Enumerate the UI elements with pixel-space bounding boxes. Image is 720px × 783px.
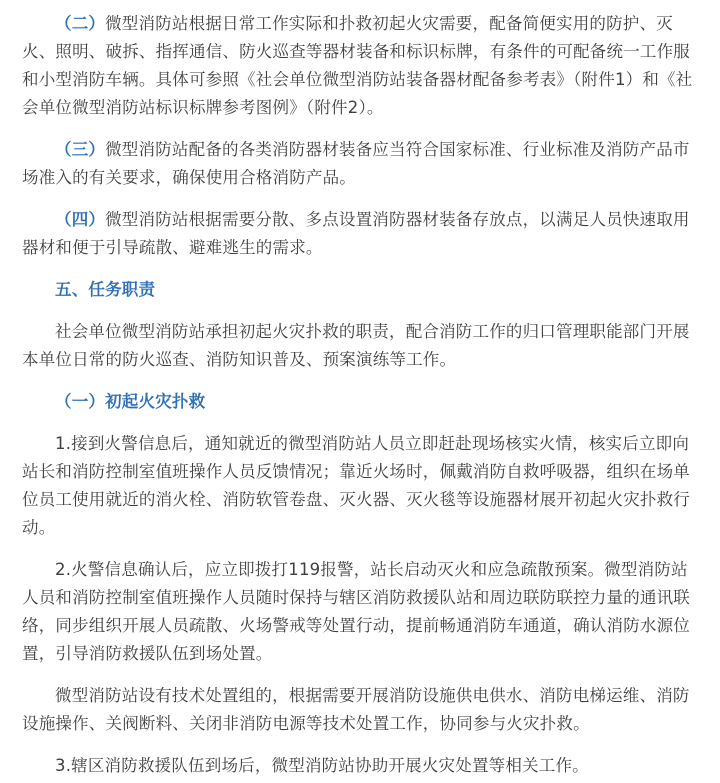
section-heading-duties: 五、任务职责 <box>55 280 156 299</box>
paragraph-lead-4: （四） <box>55 210 106 229</box>
paragraph-step-2 <box>22 556 698 668</box>
paragraph-text: 微型消防站配备的各类消防器材装备应当符合国家标准、行业标准及消防产品市场准入的有关要求，确保使用合格消防产品。 <box>22 140 690 187</box>
paragraph-equipment-standards <box>22 136 698 192</box>
paragraph-technical-team <box>22 682 698 738</box>
paragraph-duties-intro <box>22 318 698 374</box>
paragraph-text: 2.火警信息确认后，应立即拨打119报警，站长启动灭火和应急疏散预案。微型消防站人员和消防控制室值班操作人员随时保持与辖区消防救援队站和周边联防联控力量的通讯联络，同步组织开展人员疏散、火场警戒等处置行动，提前畅通消防车通道，确认消防水源位置，引导消防救援队伍到场处置。 <box>22 560 690 663</box>
paragraph-text: 微型消防站根据需要分散、多点设置消防器材装备存放点，以满足人员快速取用器材和便于引导疏散、避难逃生的需求。 <box>22 210 690 257</box>
paragraph-lead-3: （三） <box>55 140 106 159</box>
paragraph-text: 3.辖区消防救援队伍到场后，微型消防站协助开展火灾处置等相关工作。 <box>55 756 589 775</box>
paragraph-text: 微型消防站设有技术处置组的，根据需要开展消防设施供电供水、消防电梯运维、消防设施操作、关阀断料、关闭非消防电源等技术处置工作，协同参与火灾扑救。 <box>22 686 690 733</box>
paragraph-text: 社会单位微型消防站承担初起火灾扑救的职责，配合消防工作的归口管理职能部门开展本单位日常的防火巡查、消防知识普及、预案演练等工作。 <box>22 322 690 369</box>
paragraph-storage-points <box>22 206 698 262</box>
subsection-heading-initial-fire: （一）初起火灾扑救 <box>55 392 206 411</box>
paragraph-step-1 <box>22 430 698 542</box>
paragraph-lead-2: （二） <box>55 14 106 33</box>
paragraph-step-3 <box>22 752 698 780</box>
paragraph-equipment-config <box>22 10 698 122</box>
paragraph-text: 微型消防站根据日常工作实际和扑救初起火灾需要，配备简便实用的防护、灭火、照明、破拆、指挥通信、防火巡查等器材装备和标识标牌，有条件的可配备统一工作服和小型消防车辆。具体可参照《社会单位微型消防站装备器材配备参考表》（附件1）和《社会单位微型消防站标识标牌参考图例》（附件2）。 <box>22 14 693 117</box>
paragraph-text: 1.接到火警信息后，通知就近的微型消防站人员立即赶赴现场核实火情，核实后立即向站长和消防控制室值班操作人员反馈情况；靠近火场时，佩戴消防自救呼吸器，组织在场单位员工使用就近的消火栓、消防软管卷盘、灭火器、灭火毯等设施器材展开初起火灾扑救行动。 <box>22 434 690 537</box>
